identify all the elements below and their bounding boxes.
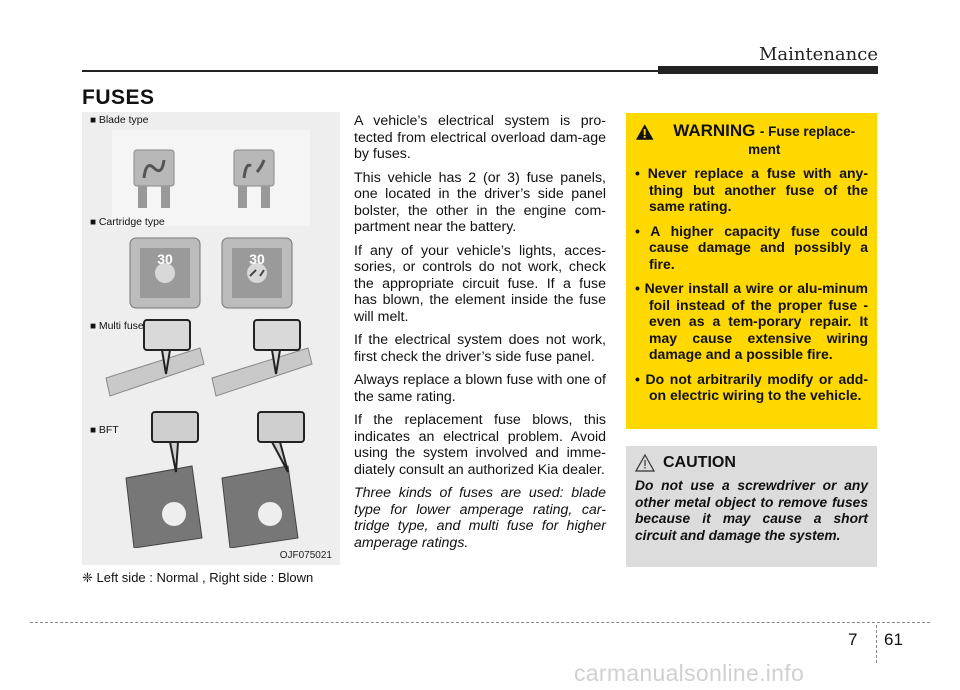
label-blade-type: ■ Blade type (90, 114, 148, 126)
body-paragraph: Always replace a blown fuse with one of the same rating. (354, 372, 606, 405)
footer-separator (876, 625, 877, 663)
label-bft: ■ BFT (90, 424, 119, 436)
bft-fuse-illustration (82, 408, 340, 548)
header-bar (658, 66, 878, 74)
label-multi-fuse: ■ Multi fuse (90, 320, 144, 332)
cartridge-fuse-normal (130, 238, 200, 308)
multi-fuse-illustration (82, 308, 340, 400)
warning-triangle-icon (635, 123, 654, 141)
header-rule (82, 70, 658, 72)
footer-rule (30, 622, 930, 623)
body-paragraph: If the replacement fuse blows, this indicates an electrical problem. Avoid using the system involved and imme-diately consult an authorized Kia dealer. (354, 412, 606, 478)
multi-fuse-normal (106, 320, 204, 396)
warning-item: • A higher capacity fuse could cause damage and possibly a fire. (635, 223, 868, 273)
multi-fuse-blown (212, 320, 312, 396)
page-chapter: 7 (848, 630, 858, 649)
bft-fuse-blown (222, 412, 304, 548)
caution-title: CAUTION (663, 454, 736, 471)
bft-fuse-normal (126, 412, 202, 548)
body-paragraph: If any of your vehicle’s lights, acces-sories, or controls do not work, check the appropriate circuit fuse. If a fuse has blown, the element inside the fuse will melt. (354, 242, 606, 325)
body-text (354, 113, 606, 558)
warning-item: • Do not arbitrarily modify or add-on electric wiring to the vehicle. (635, 371, 868, 404)
figure-code: OJF075021 (279, 550, 332, 561)
warning-header (635, 121, 868, 159)
cartridge-rating-text: 30 (157, 251, 173, 267)
header-section-title: Maintenance (758, 44, 878, 65)
figure-note: ❈ Left side : Normal , Right side : Blown (82, 570, 314, 585)
warning-list (635, 165, 868, 404)
body-paragraph: If the electrical system does not work, first check the driver’s side fuse panel. (354, 332, 606, 365)
body-italic-paragraph: Three kinds of fuses are used: blade type for lower amperage rating, car-tridge type, and multi fuse for higher amperage ratings. (354, 485, 606, 551)
page-number: 61 (884, 630, 903, 649)
fuse-figure (82, 112, 340, 565)
caution-text: Do not use a screwdriver or any other metal object to remove fuses because it may cause a short circuit and damage the system. (635, 478, 868, 543)
warning-item: • Never replace a fuse with any-thing but another fuse of the same rating. (635, 165, 868, 215)
body-paragraph: This vehicle has 2 (or 3) fuse panels, one located in the driver’s side panel bolster, the other in the engine com-partment near the battery. (354, 169, 606, 235)
section-title: FUSES (82, 86, 155, 109)
caution-box (626, 446, 877, 567)
warning-box (626, 113, 877, 429)
caution-header (635, 454, 868, 472)
label-cartridge-type: ■ Cartridge type (90, 216, 165, 228)
body-paragraph: A vehicle’s electrical system is pro-tected from electrical overload dam-age by fuses. (354, 113, 606, 162)
warning-title: WARNING (673, 121, 756, 140)
warning-item: • Never install a wire or alu-minum foil instead of the proper fuse - even as a tem-porary repair. It may cause extensive wiring damage and a possible fire. (635, 280, 868, 363)
blade-fuse-illustration (82, 130, 340, 230)
warning-subtitle: - Fuse replace-ment (748, 124, 856, 157)
watermark: carmanualsonline.info (574, 660, 805, 686)
cartridge-fuse-blown (222, 238, 292, 308)
caution-triangle-icon (635, 454, 655, 472)
cartridge-rating-text: 30 (249, 251, 265, 267)
